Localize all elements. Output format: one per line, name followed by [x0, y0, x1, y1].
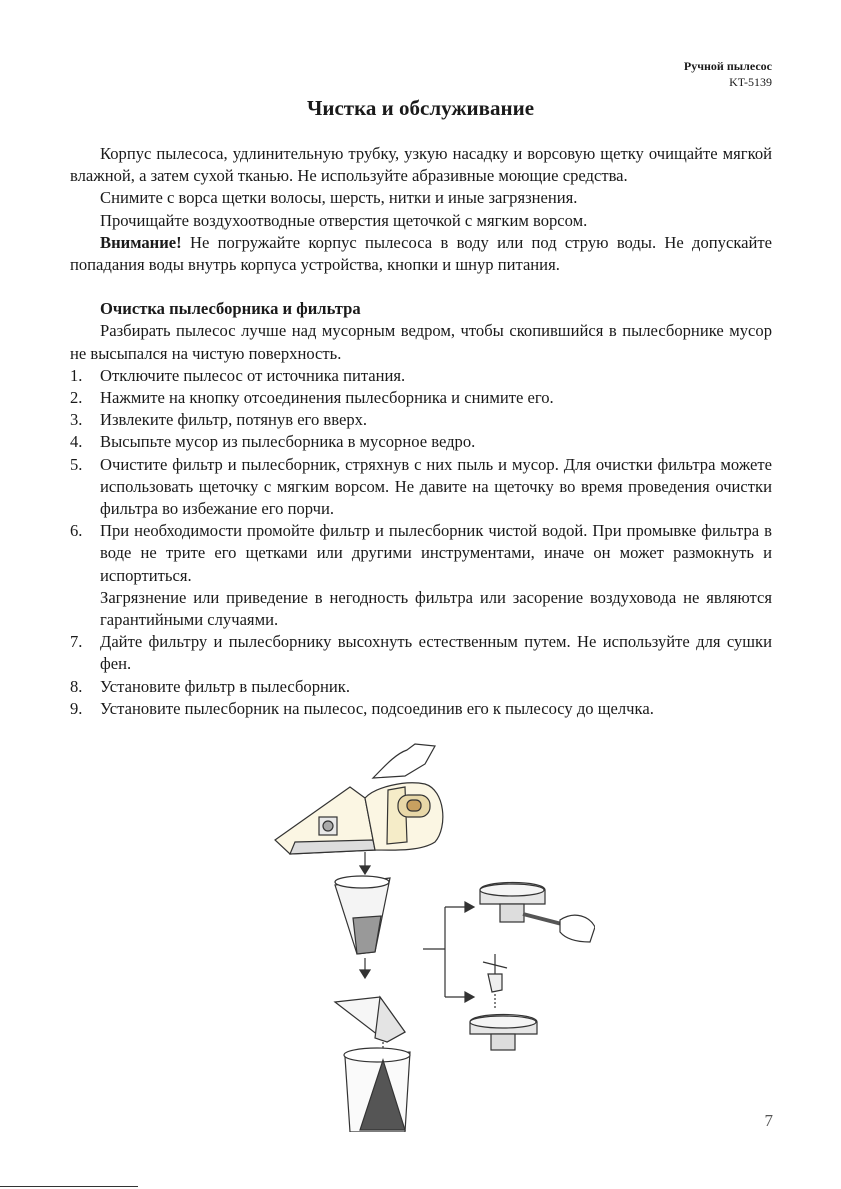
step-number: 3.	[70, 410, 83, 430]
intro-paragraph-1: Корпус пылесоса, удлинительную трубку, узкую насадку и ворсовую щетку очищайте мягкой влажной, а затем сухой тканью. Не используйте абразивные моющие средства.	[70, 144, 772, 186]
step-item	[70, 387, 772, 409]
running-header	[684, 58, 772, 90]
paragraph-gap	[70, 276, 772, 298]
step-number: 7.	[70, 632, 83, 652]
brush-cleaning-icon	[480, 883, 595, 943]
section-heading: Очистка пылесборника и фильтра	[100, 299, 361, 319]
step-note: Загрязнение или приведение в негодность фильтра или засорение воздуховода не являются гарантийными случаями.	[100, 587, 772, 630]
page-title: Чистка и обслуживание	[306, 96, 535, 120]
body-text	[70, 143, 772, 720]
warning-text: Не погружайте корпус пылесоса в воду или под струю воды. Не допускайте попадания воды внутрь корпуса устройства, кнопки и шнур питания.	[70, 232, 772, 275]
step-number: 8.	[70, 676, 83, 696]
rinsed-bin-icon	[470, 1015, 537, 1051]
step-item	[70, 365, 772, 387]
step-item	[70, 676, 772, 698]
water-tap-icon	[483, 954, 507, 1010]
step-number: 6.	[70, 521, 83, 541]
step-number: 9.	[70, 698, 83, 718]
step-text: Установите фильтр в пылесборник.	[100, 676, 350, 696]
step-number: 5.	[70, 454, 83, 474]
step-item	[70, 698, 772, 720]
step-item	[70, 454, 772, 521]
dust-bin-icon	[335, 997, 405, 1042]
section-intro: Разбирать пылесос лучше над мусорным ведром, чтобы скопившийся в пылесборнике мусор не высыпался на чистую поверхность.	[70, 321, 772, 363]
header-product-name: Ручной пылесос	[683, 59, 772, 73]
footer-rule	[0, 1186, 138, 1187]
cleaning-steps-list	[70, 365, 772, 720]
warning-paragraph	[70, 232, 772, 276]
step-item	[70, 520, 772, 631]
step-number: 2.	[70, 388, 83, 408]
step-text: Извлеките фильтр, потянув его вверх.	[100, 410, 368, 430]
step-item	[70, 631, 772, 675]
step-number: 4.	[70, 432, 83, 452]
header-model: KT-5139	[729, 75, 772, 89]
step-number: 1.	[70, 365, 83, 385]
step-text: Отключите пылесос от источника питания.	[100, 365, 406, 385]
step-item	[70, 409, 772, 431]
trash-bucket-icon	[344, 1048, 410, 1132]
step-text: Высыпьте мусор из пылесборника в мусорное ведро.	[100, 432, 476, 452]
step-text: Установите пылесборник на пылесос, подсоединив его к пылесосу до щелчка.	[100, 698, 654, 718]
page-number: 7	[764, 1111, 773, 1130]
intro-paragraph-3: Прочищайте воздухоотводные отверстия щеточкой с мягким ворсом.	[100, 210, 588, 230]
step-item	[70, 431, 772, 453]
intro-paragraph-2: Снимите с ворса щетки волосы, шерсть, нитки и иные загрязнения.	[100, 188, 578, 208]
vacuum-cleaner-icon	[275, 744, 443, 854]
step-text: Нажмите на кнопку отсоединения пылесборника и снимите его.	[100, 388, 554, 408]
step-text: Дайте фильтру и пылесборнику высохнуть естественным путем. Не используйте для сушки фен.	[100, 632, 772, 674]
step-text: При необходимости промойте фильтр и пылесборник чистой водой. При промывке фильтра в воде не трите его щетками или другими инструментами, иначе он может размокнуть и испортиться.	[100, 521, 772, 585]
filter-icon	[335, 876, 390, 954]
warning-label: Внимание!	[100, 232, 182, 252]
cleaning-illustration	[255, 742, 595, 1132]
step-text: Очистите фильтр и пылесборник, стряхнув с них пыль и мусор. Для очистки фильтра можете использовать щеточку с мягким ворсом. Не давите на щеточку во время проведения очистки фильтра во избежание его порчи.	[100, 454, 772, 519]
